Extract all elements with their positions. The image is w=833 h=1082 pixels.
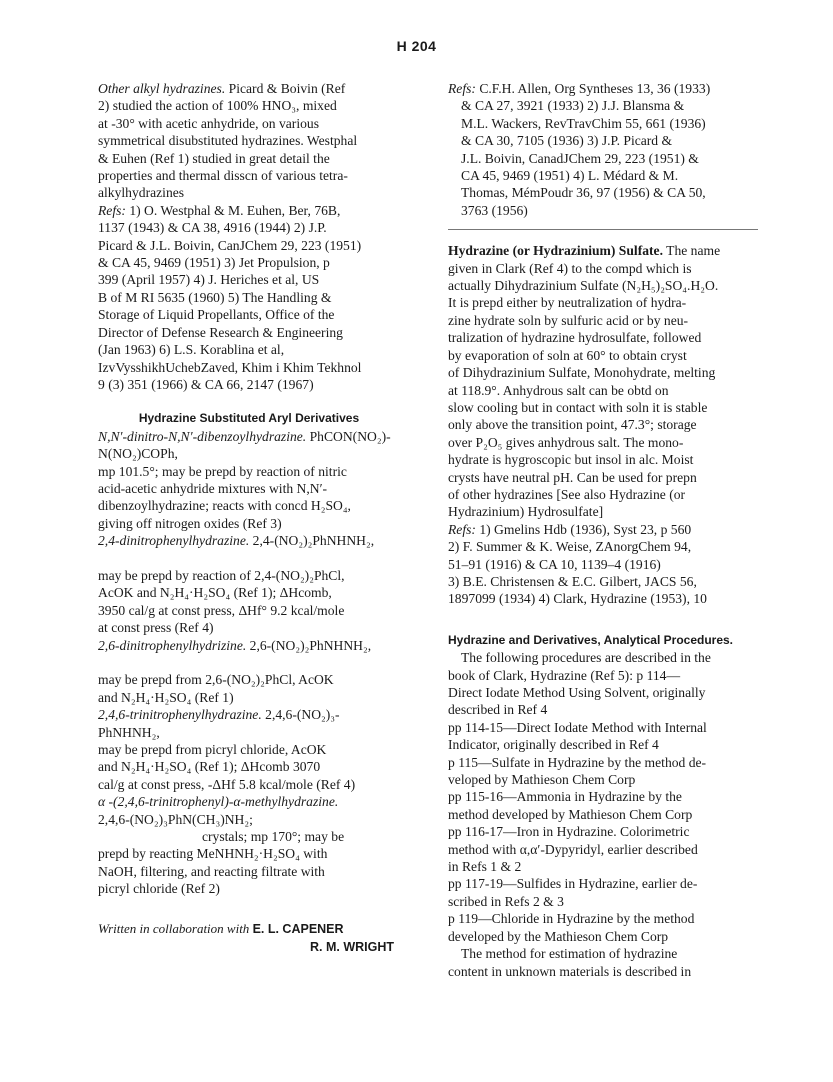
text-line: 2,4,6-trinitrophenylhydrazine. 2,4,6-(NO₂)₃- <box>98 707 340 723</box>
text-line: method with α,α′-Dypyridyl, earlier described <box>448 841 698 857</box>
text-line <box>98 654 400 671</box>
text-line: picryl chloride (Ref 2) <box>98 881 220 897</box>
text-line: 51–91 (1916) & CA 10, 1139–4 (1916) <box>448 556 661 572</box>
text-line: 399 (April 1957) 4) J. Heriches et al, US <box>98 272 320 288</box>
text-line: slow cooling but in contact with soln it is stable <box>448 399 708 415</box>
text-line: of Dihydrazinium Sulfate, Monohydrate, melting <box>448 365 716 381</box>
text-line: NaOH, filtering, and reacting filtrate with <box>98 863 325 879</box>
credit-author-2: R. M. WRIGHT <box>309 939 394 954</box>
text-line: Refs: 1) O. Westphal & M. Euhen, Ber, 76B, <box>98 202 341 218</box>
text-line: J.L. Boivin, CanadJChem 29, 223 (1951) & <box>461 150 699 166</box>
text-line: crystals; mp 170°; may be <box>202 829 345 845</box>
section-divider <box>448 229 758 230</box>
text-line: Director of Defense Research & Engineering <box>98 324 343 340</box>
text-line: 9 (3) 351 (1966) & CA 66, 2147 (1967) <box>98 376 314 392</box>
aryl-derivatives-body <box>98 428 400 898</box>
text-line: Other alkyl hydrazines. Picard & Boivin (Ref <box>98 81 346 96</box>
text-line: N,N′-dinitro-N,N′-dibenzoylhydrazine. PhCON(NO₂)- <box>98 428 391 444</box>
hydrazine-sulfate-section <box>448 242 770 608</box>
text-line: Direct Iodate Method Using Solvent, originally <box>448 685 706 700</box>
text-line: dibenzoylhydrazine; reacts with concd H₂SO₄, <box>98 498 351 514</box>
text-line: IzvVysshikhUchebZaved, Khim i Khim Tekhnol <box>98 359 362 375</box>
text-line: symmetrical disubstituted hydrazines. Westphal <box>98 133 358 149</box>
left-column <box>98 80 400 956</box>
text-line: 2,4,6-(NO₂)₃PhN(CH₃)NH₂; <box>98 811 253 827</box>
text-line: B of M RI 5635 (1960) 5) The Handling & <box>98 289 332 305</box>
text-line: 1137 (1943) & CA 38, 4916 (1944) 2) J.P. <box>98 220 327 236</box>
text-line: may be prepd by reaction of 2,4-(NO₂)₂PhCl, <box>98 567 345 583</box>
text-line: 3950 cal/g at const press, ΔHf° 9.2 kcal/mole <box>98 602 345 618</box>
text-line: content in unknown materials is described in <box>448 963 692 979</box>
previous-entry-references <box>448 80 770 219</box>
text-line: veloped by Mathieson Chem Corp <box>448 772 636 788</box>
text-line: Thomas, MémPoudr 36, 97 (1956) & CA 50, <box>461 185 706 201</box>
text-line: described in Ref 4 <box>448 702 548 718</box>
text-line <box>98 550 400 567</box>
text-line: pp 116-17—Iron in Hydrazine. Colorimetric <box>448 824 690 840</box>
text-line: & CA 27, 3921 (1933) 2) J.J. Blansma & <box>461 98 685 114</box>
text-line: 3763 (1956) <box>461 202 528 218</box>
text-line: over P₂O₅ gives anhydrous salt. The mono- <box>448 434 684 450</box>
text-line: It is prepd either by neutralization of hydra- <box>448 295 687 311</box>
text-line: 2,6-dinitrophenylhydrizine. 2,6-(NO₂)₂PhNHNH₂, <box>98 637 372 653</box>
text-line: (Jan 1963) 6) L.S. Korablina et al, <box>98 342 285 358</box>
text-line: & CA 45, 9469 (1951) 3) Jet Propulsion, p <box>98 255 330 271</box>
text-line: & Euhen (Ref 1) studied in great detail the <box>98 150 330 166</box>
text-line: Refs: C.F.H. Allen, Org Syntheses 13, 36 (1933) <box>448 81 711 96</box>
aryl-derivatives-heading: Hydrazine Substituted Aryl Derivatives <box>138 411 360 426</box>
text-line: M.L. Wackers, RevTravChim 55, 661 (1936) <box>461 115 706 131</box>
text-line: tralization of hydrazine hydrosulfate, followed <box>448 330 702 346</box>
text-line: The method for estimation of hydrazine <box>461 946 678 962</box>
text-line: 2) F. Summer & K. Weise, ZAnorgChem 94, <box>448 539 692 555</box>
text-line: Refs: 1) Gmelins Hdb (1936), Syst 23, p 560 <box>448 521 692 537</box>
text-line: Hydrazine (or Hydrazinium) Sulfate. The name <box>448 243 721 259</box>
analytical-procedures-heading: Hydrazine and Derivatives, Analytical Procedures. <box>448 632 734 647</box>
text-line: at const press (Ref 4) <box>98 620 214 636</box>
text-line: book of Clark, Hydrazine (Ref 5): p 114— <box>448 667 681 683</box>
text-line: 2) studied the action of 100% HNO₃, mixed <box>98 98 337 114</box>
text-line: acid-acetic anhydride mixtures with N,N′- <box>98 480 328 496</box>
text-line: cal/g at const press, -ΔHf 5.8 kcal/mole (Ref 4) <box>98 776 356 792</box>
text-line: CA 45, 9469 (1951) 4) L. Médard & M. <box>461 168 679 184</box>
text-line: properties and thermal disscn of various tetra- <box>98 168 348 184</box>
page-number: H 204 <box>396 38 437 54</box>
text-line: PhNHNH₂, <box>98 724 160 740</box>
text-line: giving off nitrogen oxides (Ref 3) <box>98 515 282 531</box>
text-line: α -(2,4,6-trinitrophenyl)-α-methylhydrazine. <box>98 794 339 810</box>
text-line: in Refs 1 & 2 <box>448 859 522 875</box>
credit-block <box>98 920 400 956</box>
text-line: pp 117-19—Sulfides in Hydrazine, earlier de- <box>448 876 698 892</box>
text-line: 1897099 (1934) 4) Clark, Hydrazine (1953), 10 <box>448 591 707 607</box>
text-line: N(NO₂)COPh, <box>98 446 178 462</box>
text-line: scribed in Refs 2 & 3 <box>448 893 564 909</box>
alkyl-hydrazines-section <box>98 80 400 393</box>
text-line: Picard & J.L. Boivin, CanJChem 29, 223 (1951) <box>98 237 362 253</box>
text-line: may be prepd from picryl chloride, AcOK <box>98 742 327 758</box>
text-line: mp 101.5°; may be prepd by reaction of nitric <box>98 463 347 479</box>
text-line: hydrate is hygroscopic but insol in alc. Moist <box>448 452 694 468</box>
text-line: pp 115-16—Ammonia in Hydrazine by the <box>448 789 682 805</box>
text-line: 2,4-dinitrophenylhydrazine. 2,4-(NO₂)₂PhNHNH₂, <box>98 533 375 549</box>
text-line: zine hydrate soln by sulfuric acid or by neu- <box>448 312 689 328</box>
text-line: at -30° with acetic anhydride, on various <box>98 115 319 131</box>
text-line: Indicator, originally described in Ref 4 <box>448 737 659 753</box>
text-line: pp 114-15—Direct Iodate Method with Internal <box>448 719 707 735</box>
text-line: & CA 30, 7105 (1936) 3) J.P. Picard & <box>461 133 673 149</box>
credit-prefix: Written in collaboration with <box>98 920 250 936</box>
right-column <box>448 80 770 980</box>
text-line: method developed by Mathieson Chem Corp <box>448 806 693 822</box>
text-line: 3) B.E. Christensen & E.C. Gilbert, JACS 56, <box>448 573 697 589</box>
text-line: actually Dihydrazinium Sulfate (N₂H₅)₂SO₄.H₂O. <box>448 278 719 294</box>
text-line: AcOK and N₂H₄·H₂SO₄ (Ref 1); ΔHcomb, <box>98 585 332 601</box>
text-line: alkylhydrazines <box>98 185 185 201</box>
text-line: at 118.9°. Anhydrous salt can be obtd on <box>448 382 669 398</box>
text-line: Storage of Liquid Propellants, Office of the <box>98 307 335 323</box>
text-line: only above the transition point, 47.3°; storage <box>448 417 697 433</box>
text-line: prepd by reacting MeNHNH₂·H₂SO₄ with <box>98 846 328 862</box>
text-line: developed by the Mathieson Chem Corp <box>448 928 669 944</box>
text-line: and N₂H₄·H₂SO₄ (Ref 1); ΔHcomb 3070 <box>98 759 321 775</box>
text-line: p 119—Chloride in Hydrazine by the method <box>448 911 695 927</box>
text-line: and N₂H₄·H₂SO₄ (Ref 1) <box>98 689 234 705</box>
text-line: by evaporation of soln at 60° to obtain cryst <box>448 347 687 363</box>
text-line: crysts have neutral pH. Can be used for prepn <box>448 469 697 485</box>
analytical-procedures-body <box>448 649 770 980</box>
text-line: may be prepd from 2,6-(NO₂)₂PhCl, AcOK <box>98 672 334 688</box>
credit-author-1: E. L. CAPENER <box>252 921 344 936</box>
text-line: given in Clark (Ref 4) to the compd which is <box>448 260 692 276</box>
text-line: p 115—Sulfate in Hydrazine by the method de- <box>448 754 707 770</box>
text-line: of other hydrazines [See also Hydrazine (or <box>448 486 686 502</box>
text-line: The following procedures are described in the <box>461 650 711 666</box>
text-line: Hydrazinium) Hydrosulfate] <box>448 504 604 520</box>
